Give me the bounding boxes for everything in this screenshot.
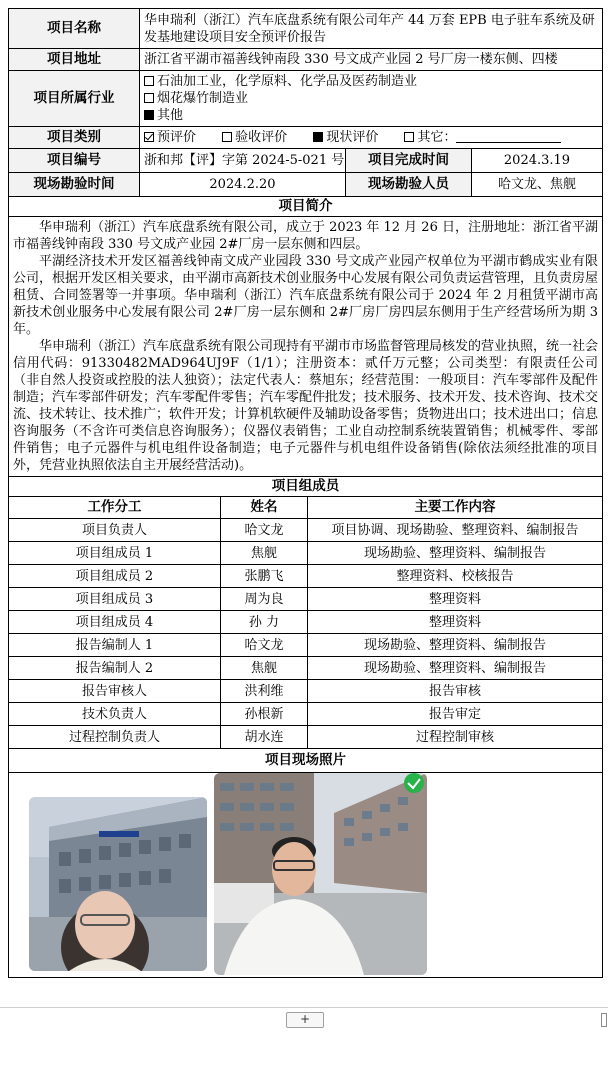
industry-option[interactable]: 其他 (144, 107, 598, 124)
other-blank-line[interactable] (456, 130, 561, 143)
table-row: 项目负责人 哈文龙 项目协调、现场勘验、整理资料、编制报告 (9, 519, 603, 542)
site-photo-2[interactable] (214, 773, 427, 975)
site-photo-1-image (29, 797, 207, 971)
table-row: 报告审核人 洪利维 报告审核 (9, 680, 603, 703)
project-address-label: 项目地址 (9, 49, 140, 71)
report-sheet (8, 8, 602, 978)
project-info-table (8, 8, 603, 497)
category-options (140, 127, 603, 149)
checkbox-icon (222, 132, 232, 142)
survey-time-label: 现场勘验时间 (9, 173, 140, 197)
team-table (8, 496, 603, 978)
table-row: 技术负责人 孙根新 报告审定 (9, 703, 603, 726)
project-address-value: 浙江省平湖市福善线钟南段 330 号文成产业园 2 号厂房一楼东侧、四楼 (140, 49, 603, 71)
category-option[interactable]: 现状评价 (313, 130, 378, 145)
page-bottom-divider (0, 1007, 608, 1008)
project-number-value: 浙和邦【评】字第 2024-5-021 号 (140, 149, 346, 173)
photos-cell (9, 773, 603, 978)
photos-section-title: 项目现场照片 (9, 749, 603, 773)
site-photo-2-image (214, 773, 427, 975)
table-row: 过程控制负责人 胡水连 过程控制审核 (9, 726, 603, 749)
team-section-title: 项目组成员 (9, 477, 603, 497)
checked-checkbox-icon (144, 132, 154, 142)
category-option[interactable]: 验收评价 (222, 130, 287, 145)
table-row: 项目组成员 4 孙 力 整理资料 (9, 611, 603, 634)
resize-handle-icon[interactable] (601, 1012, 607, 1026)
project-name-value: 华申瑞利（浙江）汽车底盘系统有限公司年产 44 万套 EPB 电子驻车系统及研发基地建设项目安全预评价报告 (140, 9, 603, 49)
filled-checkbox-icon (144, 110, 154, 120)
team-header-name: 姓名 (221, 497, 308, 519)
checkbox-icon (404, 132, 414, 142)
industry-option[interactable]: 石油加工业，化学原料、化学品及医药制造业 (144, 73, 598, 90)
add-row-button[interactable]: + (286, 1012, 324, 1028)
category-option[interactable]: 其它： (404, 130, 561, 145)
industry-option[interactable]: 烟花爆竹制造业 (144, 90, 598, 107)
table-row: 报告编制人 2 焦舰 现场勘验、整理资料、编制报告 (9, 657, 603, 680)
table-row: 报告编制人 1 哈文龙 现场勘验、整理资料、编制报告 (9, 634, 603, 657)
team-header-role: 工作分工 (9, 497, 221, 519)
completion-time-label: 项目完成时间 (346, 149, 472, 173)
surveyor-value: 哈文龙、焦舰 (472, 173, 603, 197)
team-header-work: 主要工作内容 (308, 497, 603, 519)
checkbox-icon (144, 93, 154, 103)
checkbox-icon (144, 76, 154, 86)
table-row: 项目组成员 1 焦舰 现场勘验、整理资料、编制报告 (9, 542, 603, 565)
site-photo-1[interactable] (29, 797, 207, 971)
project-name-label: 项目名称 (9, 9, 140, 49)
intro-section-title: 项目简介 (9, 197, 603, 217)
category-label: 项目类别 (9, 127, 140, 149)
completion-time-value: 2024.3.19 (472, 149, 603, 173)
surveyor-label: 现场勘验人员 (346, 173, 472, 197)
industry-label: 项目所属行业 (9, 71, 140, 127)
category-option[interactable]: 预评价 (144, 130, 196, 145)
intro-content (9, 217, 603, 477)
table-row: 项目组成员 2 张鹏飞 整理资料、校核报告 (9, 565, 603, 588)
industry-options (140, 71, 603, 127)
intro-paragraph: 华申瑞利（浙江）汽车底盘系统有限公司现持有平湖市市场监督管理局核发的营业执照，统一社会信用代码：91330482MAD964UJ9F（1/1）；注册资本：贰仟万元整；公司类型：有限责任公司（非自然人投资或控股的法人独资）；法定代表人：蔡旭东；经营范围：一般项目：汽车零部件及配件制造；汽车零部件研发；汽车零配件零售；汽车零配件批发；技术服务、技术开发、技术咨询、技术交流、技术转让、技术推广；软件开发；计算机软硬件及辅助设备零售；货物进出口；技术进出口；信息咨询服务（不含许可类信息咨询服务）；仪器仪表销售；工业自动控制系统装置销售；机械零件、零部件销售；电子元器件与机电组件设备制造；电子元器件与机电组件设备销售(除依法须经批准的项目外，凭营业执照依法自主开展经营活动)。 (13, 339, 599, 473)
table-row: 项目组成员 3 周为良 整理资料 (9, 588, 603, 611)
project-number-label: 项目编号 (9, 149, 140, 173)
filled-checkbox-icon (313, 132, 323, 142)
intro-paragraph: 华申瑞利（浙江）汽车底盘系统有限公司，成立于 2023 年 12 月 26 日，注册地址：浙江省平湖市福善线钟南段 330 号文成产业园 2#厂房一层东侧和四层。 (13, 220, 598, 252)
intro-paragraph: 平湖经济技术开发区福善线钟南文成产业园段 330 号文成产业园产权单位为平湖市鹤成实业有限公司，根据开发区相关要求，由平湖市高新技术创业服务中心发展有限公司负责运营管理，且负责房屋租赁、合同签署等一并事项。华申瑞利（浙江）汽车底盘系统有限公司于 2024 年 2 月租赁平湖市高新技术创业服务中心发展有限公司 2#厂房一层东侧和 2#厂房厂房四层东侧用于生产经营场所为期 3 年。 (13, 254, 599, 337)
survey-time-value: 2024.2.20 (140, 173, 346, 197)
